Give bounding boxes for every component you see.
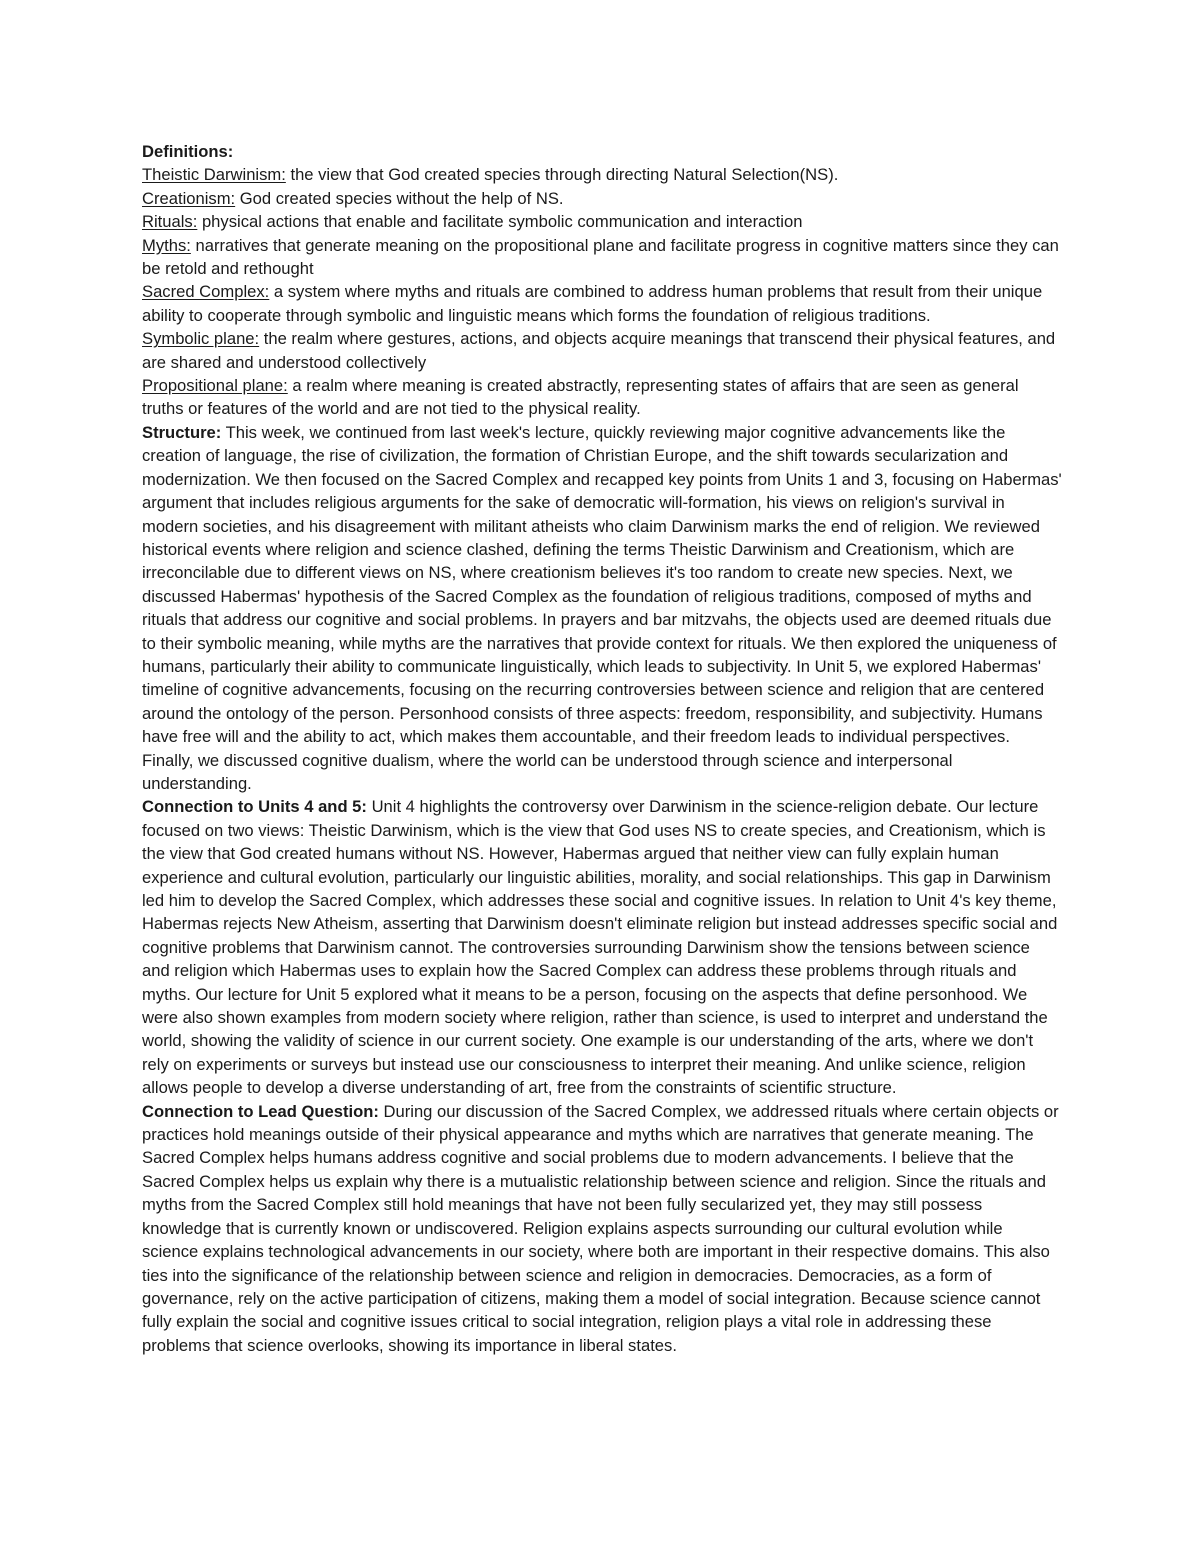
definition-text: a system where myths and rituals are combined to address human problems that result from their unique ability to cooperate through symbolic and linguistic means which forms the foundation of religious traditions. <box>142 282 1043 325</box>
definition-theistic-darwinism <box>142 163 1062 186</box>
definition-term: Sacred Complex: <box>142 282 270 302</box>
definition-text: the realm where gestures, actions, and objects acquire meanings that transcend their physical features, and are shared and understood collectively <box>142 329 1056 372</box>
section-text: Unit 4 highlights the controversy over Darwinism in the science-religion debate. Our lecture focused on two views: Theistic Darwinism, which is the view that God uses NS to create species, and Creationism, which is the view that God created humans without NS. However, Habermas argued that neither view can fully explain human experience and cultural evolution, particularly our linguistic abilities, morality, and social relationships. This gap in Darwinism led him to develop the Sacred Complex, which addresses these social and cognitive issues. In relation to Unit 4's key theme, Habermas rejects New Atheism, asserting that Darwinism doesn't eliminate religion but instead addresses specific social and cognitive problems that Darwinism cannot. The controversies surrounding Darwinism show the tensions between science and religion which Habermas uses to explain how the Sacred Complex can address these problems through rituals and myths. Our lecture for Unit 5 explored what it means to be a person, focusing on the aspects that define personhood. We were also shown examples from modern society where religion, rather than science, is used to interpret and understand the world, showing the validity of science in our current society. One example is our understanding of the arts, where we don't rely on experiments or surveys but instead use our consciousness to interpret their meaning. And unlike science, religion allows people to develop a diverse understanding of art, free from the constraints of scientific structure. <box>142 797 1058 1098</box>
definition-term: Symbolic plane: <box>142 329 260 349</box>
definition-sacred-complex <box>142 280 1062 327</box>
document-page <box>142 140 1062 1357</box>
definition-creationism <box>142 187 1062 210</box>
definition-term: Propositional plane: <box>142 376 288 396</box>
definition-propositional-plane <box>142 374 1062 421</box>
section-connection-units <box>142 795 1062 1099</box>
section-connection-lead-question <box>142 1100 1062 1357</box>
definition-text: a realm where meaning is created abstractly, representing states of affairs that are seen as general truths or features of the world and are not tied to the physical reality. <box>142 376 1019 419</box>
section-text: This week, we continued from last week's lecture, quickly reviewing major cognitive advancements like the creation of language, the rise of civilization, the formation of Christian Europe, and the shift towards secularization and modernization. We then focused on the Sacred Complex and recapped key points from Units 1 and 3, focusing on Habermas' argument that includes religious arguments for the sake of democratic will-formation, his views on religion's survival in modern societies, and his disagreement with militant atheists who claim Darwinism marks the end of religion. We reviewed historical events where religion and science clashed, defining the terms Theistic Darwinism and Creationism, which are irreconcilable due to different views on NS, where creationism believes it's too random to create new species. Next, we discussed Habermas' hypothesis of the Sacred Complex as the foundation of religious traditions, composed of myths and rituals that address our cognitive and social problems. In prayers and bar mitzvahs, the objects used are deemed rituals due to their symbolic meaning, while myths are the narratives that provide context for rituals. We then explored the uniqueness of humans, particularly their ability to communicate linguistically, which leads to subjectivity. In Unit 5, we explored Habermas' timeline of cognitive advancements, focusing on the recurring controversies between science and religion that are centered around the ontology of the person. Personhood consists of three aspects: freedom, responsibility, and subjectivity. Humans have free will and the ability to act, which makes them accountable, and their freedom leads to individual perspectives. Finally, we discussed cognitive dualism, where the world can be understood through science and interpersonal understanding. <box>142 422 1062 793</box>
section-structure <box>142 421 1062 796</box>
definitions-heading: Definitions: <box>142 142 234 161</box>
definition-symbolic-plane <box>142 327 1062 374</box>
section-label: Connection to Lead Question: <box>142 1101 379 1121</box>
definition-myths <box>142 234 1062 281</box>
section-label: Structure: <box>142 422 222 442</box>
definition-term: Theistic Darwinism: <box>142 165 286 185</box>
definition-term: Myths: <box>142 235 191 255</box>
section-text: During our discussion of the Sacred Complex, we addressed rituals where certain objects or practices hold meanings outside of their physical appearance and myths which are narratives that generate meaning. The Sacred Complex helps humans address cognitive and social problems due to modern advancements. I believe that the Sacred Complex helps us explain why there is a mutualistic relationship between science and religion. Since the rituals and myths from the Sacred Complex still hold meanings that have not been fully secularized yet, they may still possess knowledge that is currently known or undiscovered. Religion explains aspects surrounding our cultural evolution while science explains technological advancements in our society, where both are important in their respective domains. This also ties into the significance of the relationship between science and religion in democracies. Democracies, as a form of governance, rely on the active participation of citizens, making them a model of social integration. Because science cannot fully explain the social and cognitive issues critical to social integration, religion plays a vital role in addressing these problems that science overlooks, showing its importance in liberal states. <box>142 1101 1059 1355</box>
section-label: Connection to Units 4 and 5: <box>142 797 367 817</box>
definition-term: Creationism: <box>142 188 236 208</box>
definition-text: narratives that generate meaning on the propositional plane and facilitate progress in cognitive matters since they can be retold and rethought <box>142 235 1059 279</box>
definition-text: the view that God created species through directing Natural Selection(NS). <box>285 165 839 185</box>
definition-text: physical actions that enable and facilitate symbolic communication and interaction <box>197 212 803 232</box>
definition-rituals <box>142 210 1062 233</box>
definition-term: Rituals: <box>142 212 198 232</box>
definition-text: God created species without the help of NS. <box>235 188 564 208</box>
